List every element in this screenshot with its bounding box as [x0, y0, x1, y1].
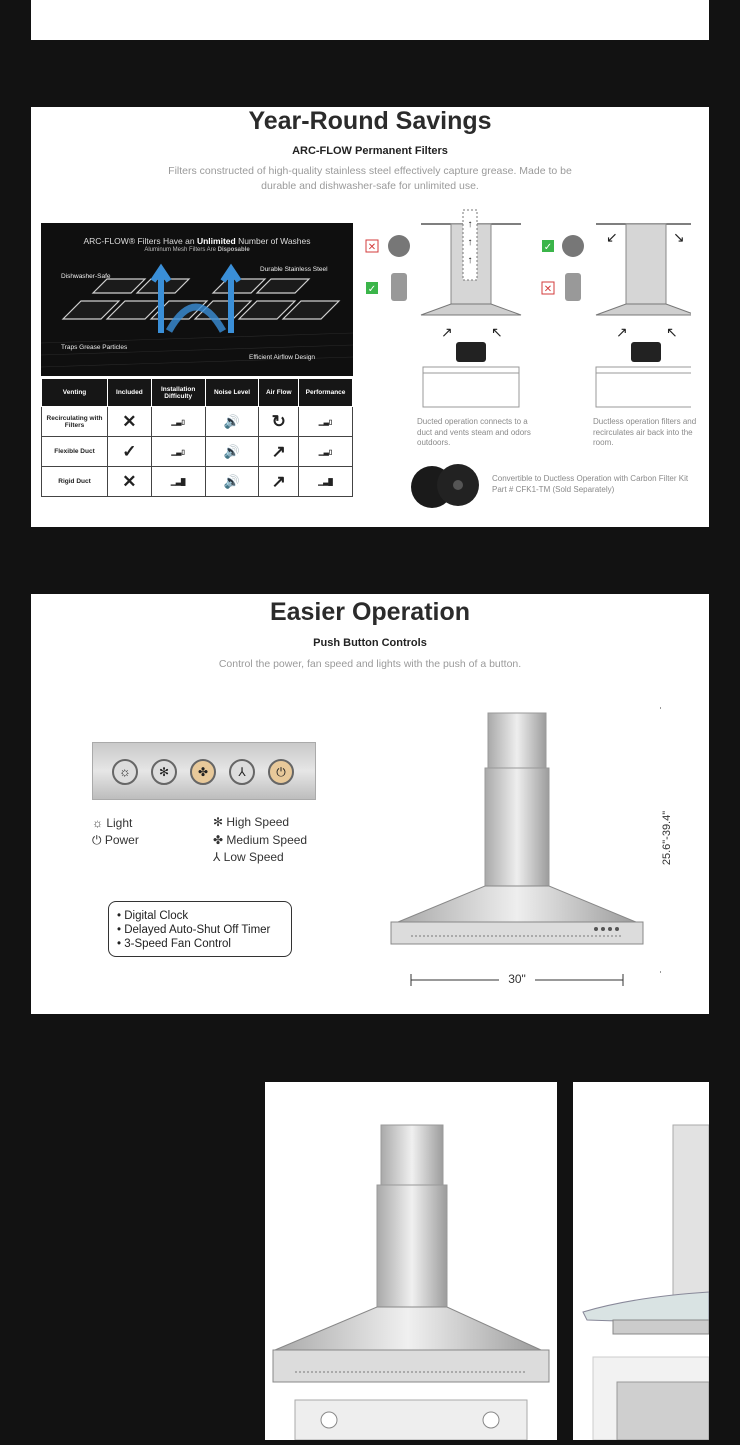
savings-title: Year-Round Savings: [248, 107, 492, 135]
venting-comparison-table: [41, 378, 353, 497]
table-header-row: [42, 379, 353, 407]
bars-high-icon: ▁▃█: [318, 478, 333, 486]
legend-low-speed: ⅄ Low Speed: [213, 850, 284, 864]
recirculate-icon: ↻: [271, 412, 286, 431]
svg-text:↑: ↑: [467, 237, 473, 248]
top-image-panel: [31, 0, 709, 40]
control-panel-image: [92, 742, 316, 800]
height-dimension-label: 25.6"-39.4": [661, 803, 673, 873]
legend-medium-speed: ✤ Medium Speed: [213, 833, 308, 847]
filter-graphic: [41, 223, 353, 376]
fan-high-icon: ✻: [213, 815, 227, 829]
fan-medium-icon: ✤: [213, 833, 227, 847]
table-row: [42, 437, 353, 467]
sun-icon: ☼: [92, 816, 107, 830]
ductless-description: Ductless operation filters and recirculates air back into the room.: [593, 417, 697, 447]
operation-title: Easier Operation: [269, 598, 471, 626]
low-speed-button-icon: ⅄: [229, 759, 255, 785]
svg-text:↙: ↙: [606, 229, 618, 245]
bars-high-icon: ▁▃█: [170, 478, 186, 486]
legend-light: ☼ Light: [92, 816, 133, 830]
svg-text:↗: ↗: [441, 324, 453, 340]
svg-text:↖: ↖: [666, 324, 678, 340]
filter-subcaption: Aluminum Mesh Filters Are Disposable: [144, 247, 250, 253]
bars-low-icon: ▁▃▯: [171, 418, 185, 426]
header-included: Included: [108, 379, 152, 407]
ducted-description: Ducted operation connects to a duct and vents steam and odors outdoors.: [417, 417, 531, 447]
svg-text:✕: ✕: [543, 284, 553, 295]
legend-power: ⏻ Power: [92, 833, 139, 847]
airflow-out-icon: ↗: [271, 442, 286, 461]
label-dishwasher-safe: Dishwasher-Safe: [61, 273, 111, 280]
power-icon: ⏻: [92, 833, 105, 847]
svg-text:↗: ↗: [616, 324, 628, 340]
savings-description: Filters constructed of high-quality stainless steel effectively capture grease. Made to be durable and dishwasher-safe for unlimited use.: [168, 165, 572, 192]
feature-item: • Digital Clock: [117, 910, 189, 922]
bars-low-icon: ▁▃▯: [171, 448, 185, 456]
svg-text:✓: ✓: [543, 242, 553, 253]
bars-mid-icon: ▁▃▯: [318, 418, 333, 426]
header-venting: Venting: [42, 379, 108, 407]
feature-item: • Delayed Auto-Shut Off Timer: [117, 924, 271, 936]
svg-text:✕: ✕: [367, 242, 377, 253]
range-hood-image: [381, 700, 661, 1000]
cross-icon: ✕: [122, 412, 137, 431]
island-hood-image: [573, 1082, 709, 1440]
check-icon: ✓: [122, 442, 137, 461]
operation-description: Control the power, fan speed and lights with the push of a button.: [218, 658, 522, 670]
header-installation: Installation Difficulty: [151, 379, 205, 407]
legend-high-speed: ✻ High Speed: [213, 815, 290, 829]
label-efficient-airflow: Efficient Airflow Design: [249, 354, 315, 361]
airflow-out-icon: ↗: [271, 472, 286, 491]
operation-image-panel: [31, 594, 709, 1014]
features-box: [108, 901, 292, 957]
medium-speed-button-icon: ✤: [190, 759, 216, 785]
bars-mid-icon: ▁▃▯: [318, 448, 333, 456]
label-durable-steel: Durable Stainless Steel: [260, 266, 328, 273]
cross-icon: ✕: [122, 472, 137, 491]
chimney-hood-image: [265, 1082, 557, 1440]
speaker-loud-icon: 🔊: [223, 444, 241, 459]
header-airflow: Air Flow: [259, 379, 299, 407]
light-button-icon: ☼: [112, 759, 138, 785]
operation-subtitle: Push Button Controls: [313, 637, 427, 649]
table-row: [42, 407, 353, 437]
carbon-filter-note: Convertible to Ductless Operation with Carbon Filter Kit Part # CFK1-TM (Sold Separately): [492, 474, 689, 494]
high-speed-button-icon: ✻: [151, 759, 177, 785]
gallery-card-island-hood[interactable]: [573, 1082, 709, 1440]
filter-caption: ARC-FLOW® Filters Have an Unlimited Number of Washes: [83, 236, 311, 246]
svg-text:↖: ↖: [491, 324, 503, 340]
savings-subtitle: ARC-FLOW Permanent Filters: [292, 145, 448, 157]
power-button-icon: ⏻: [268, 759, 294, 785]
row-venting-label: Flexible Duct: [42, 437, 108, 467]
svg-text:↑: ↑: [467, 219, 473, 230]
feature-item: • 3-Speed Fan Control: [117, 938, 231, 950]
svg-text:↑: ↑: [467, 255, 473, 266]
svg-text:✓: ✓: [367, 284, 377, 295]
header-noise: Noise Level: [205, 379, 259, 407]
speaker-loud-icon: 🔊: [223, 414, 241, 429]
carbon-filter-image: [408, 461, 486, 511]
width-dimension-label: 30": [499, 972, 535, 986]
row-venting-label: Recirculating with Filters: [42, 407, 108, 437]
label-traps-grease: Traps Grease Particles: [61, 344, 128, 351]
fan-low-icon: ⅄: [213, 850, 224, 864]
row-venting-label: Rigid Duct: [42, 467, 108, 497]
savings-image-panel: [31, 107, 709, 527]
header-performance: Performance: [299, 379, 353, 407]
svg-text:↘: ↘: [673, 229, 685, 245]
gallery-card-chimney-hood[interactable]: [265, 1082, 557, 1440]
table-row: [42, 467, 353, 497]
speaker-loud-icon: 🔊: [223, 474, 241, 489]
